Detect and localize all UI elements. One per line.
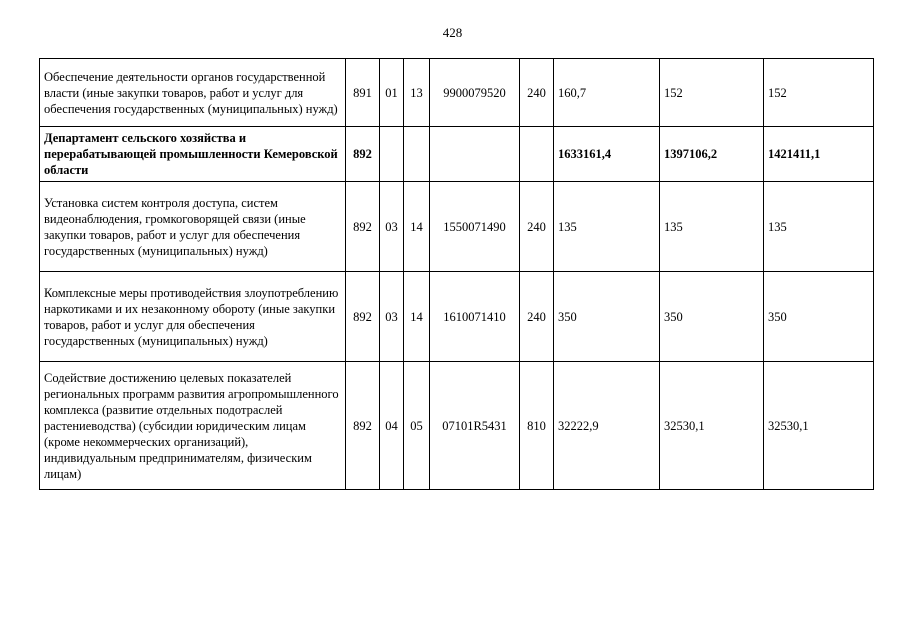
amount-year-2: 350	[660, 272, 764, 362]
amount-year-3: 32530,1	[764, 362, 874, 490]
row-description: Установка систем контроля доступа, систем видеонаблюдения, громкоговорящей связи (иные закупки товаров, работ и услуг для обеспечения государственных (муниципальных) нужд)	[40, 182, 346, 272]
ministry-code: 892	[346, 362, 380, 490]
row-description: Содействие достижению целевых показателей региональных программ развития агропромышленного комплекса (развитие отдельных подотраслей растениеводства) (субсидии юридическим лицам (кроме некоммерческих организаций), индивидуальным предпринимателям, физическим лицам)	[40, 362, 346, 490]
amount-year-1: 135	[554, 182, 660, 272]
ministry-code: 891	[346, 59, 380, 127]
amount-year-1: 350	[554, 272, 660, 362]
target-article-code: 1610071410	[430, 272, 520, 362]
target-article-code	[430, 127, 520, 182]
row-description: Комплексные меры противодействия злоупотреблению наркотиками и их незаконному обороту (иные закупки товаров, работ и услуг для обеспечения государственных (муниципальных) нужд)	[40, 272, 346, 362]
subsection-code: 14	[404, 272, 430, 362]
amount-year-3: 152	[764, 59, 874, 127]
row-description: Департамент сельского хозяйства и перерабатывающей промышленности Кемеровской области	[40, 127, 346, 182]
ministry-code: 892	[346, 272, 380, 362]
expense-type-code: 810	[520, 362, 554, 490]
amount-year-2: 135	[660, 182, 764, 272]
subsection-code	[404, 127, 430, 182]
target-article-code: 9900079520	[430, 59, 520, 127]
amount-year-2: 1397106,2	[660, 127, 764, 182]
subsection-code: 13	[404, 59, 430, 127]
table-row	[40, 59, 874, 127]
amount-year-3: 1421411,1	[764, 127, 874, 182]
expense-type-code: 240	[520, 59, 554, 127]
amount-year-1: 160,7	[554, 59, 660, 127]
expense-type-code: 240	[520, 272, 554, 362]
section-code: 03	[380, 272, 404, 362]
ministry-code: 892	[346, 127, 380, 182]
budget-table	[39, 58, 874, 490]
table-row	[40, 127, 874, 182]
expense-type-code	[520, 127, 554, 182]
table-row	[40, 362, 874, 490]
ministry-code: 892	[346, 182, 380, 272]
table-row	[40, 272, 874, 362]
section-code	[380, 127, 404, 182]
row-description: Обеспечение деятельности органов государственной власти (иные закупки товаров, работ и услуг для обеспечения государственных (муниципальных) нужд)	[40, 59, 346, 127]
table-row	[40, 182, 874, 272]
target-article-code: 07101R5431	[430, 362, 520, 490]
section-code: 01	[380, 59, 404, 127]
amount-year-3: 350	[764, 272, 874, 362]
section-code: 03	[380, 182, 404, 272]
subsection-code: 05	[404, 362, 430, 490]
amount-year-2: 32530,1	[660, 362, 764, 490]
target-article-code: 1550071490	[430, 182, 520, 272]
amount-year-3: 135	[764, 182, 874, 272]
page-number: 428	[442, 25, 463, 40]
section-code: 04	[380, 362, 404, 490]
subsection-code: 14	[404, 182, 430, 272]
amount-year-1: 32222,9	[554, 362, 660, 490]
amount-year-1: 1633161,4	[554, 127, 660, 182]
amount-year-2: 152	[660, 59, 764, 127]
expense-type-code: 240	[520, 182, 554, 272]
